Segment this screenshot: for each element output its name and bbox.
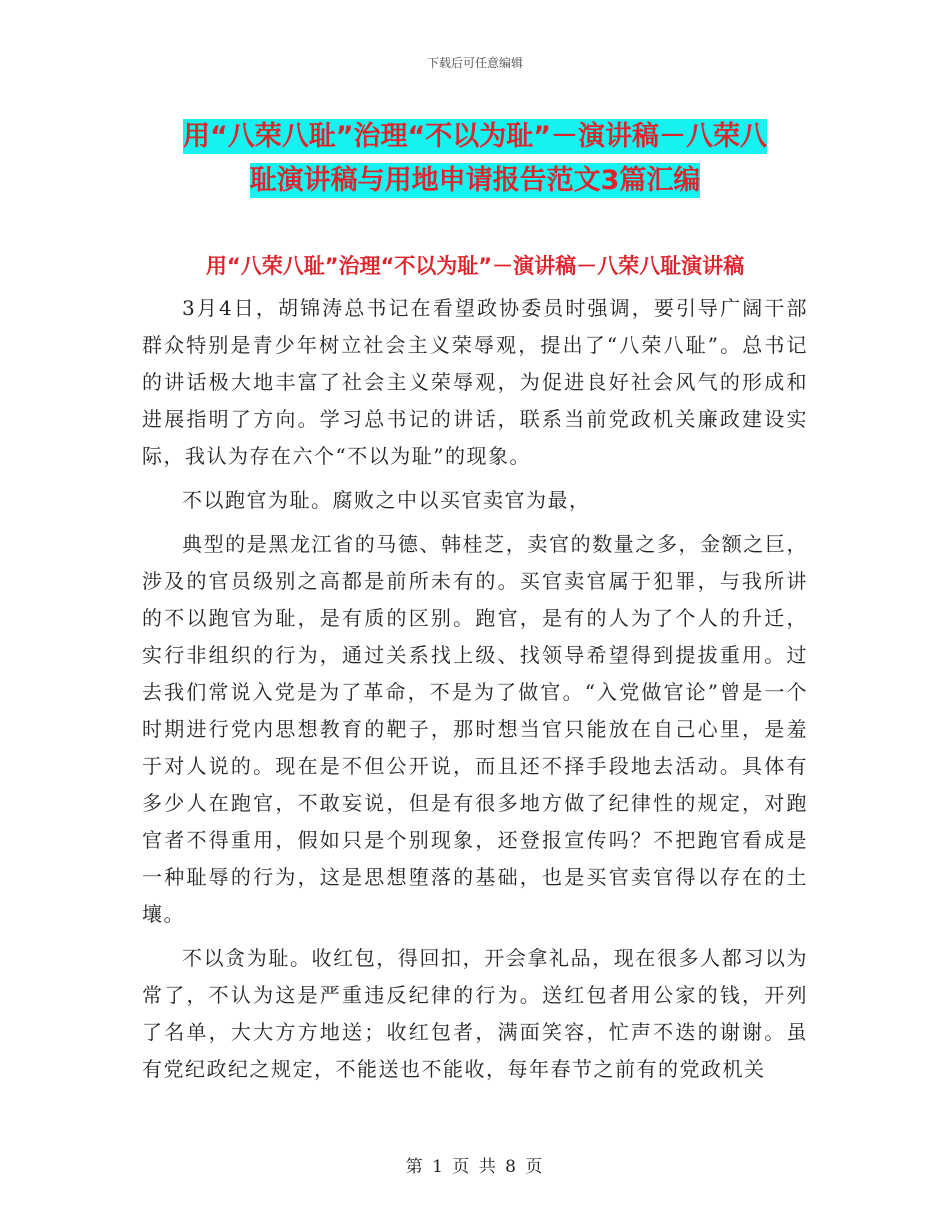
section-heading: 用“八荣八耻”治理“不以为耻”－演讲稿－八荣八耻演讲稿 bbox=[205, 254, 745, 278]
paragraph: 不以跑官为耻。腐败之中以买官卖官为最， bbox=[182, 488, 591, 512]
document-title-line-2 bbox=[150, 158, 800, 197]
document-title-line-2-text: 耻演讲稿与用地申请报告范文3篇汇编 bbox=[249, 165, 701, 196]
paragraph: 3月4日，胡锦涛总书记在看望政协委员时强调，要引导广阔干部群众特别是青少年树立社会主义荣辱观，提出了“八荣八耻”。总书记的讲话极大地丰富了社会主义荣辱观，为促进良好社会风气的形成和进展指明了方向。学习总书记的讲话，联系当前党政机关廉政建设实际，我认为存在六个“不以为耻”的现象。 bbox=[142, 296, 808, 468]
body-text bbox=[142, 290, 808, 1095]
document-title-line-1 bbox=[150, 114, 800, 153]
page-number-footer: 第 1 页 共 8 页 bbox=[405, 1157, 545, 1177]
document-title-line-1-text: 用“八荣八耻”治理“不以为耻”－演讲稿－八荣八 bbox=[183, 121, 767, 152]
page-header-note: 下载后可任意编辑 bbox=[426, 56, 523, 70]
paragraph: 典型的是黑龙江省的马德、韩桂芝，卖官的数量之多，金额之巨，涉及的官员级别之高都是前所未有的。买官卖官属于犯罪，与我所讲的不以跑官为耻，是有质的区别。跑官，是有的人为了个人的升迁，实行非组织的行为，通过关系找上级、找领导希望得到提拔重用。过去我们常说入党是为了革命，不是为了做官。“入党做官论”曾是一个时期进行党内思想教育的靶子，那时想当官只能放在自己心里，是羞于对人说的。现在是不但公开说，而且还不择手段地去活动。具体有多少人在跑官，不敢妄说，但是有很多地方做了纪律性的规定，对跑官者不得重用，假如只是个别现象，还登报宣传吗？不把跑官看成是一种耻辱的行为，这是思想堕落的基础，也是买官卖官得以存在的土壤。 bbox=[142, 532, 808, 926]
paragraph: 不以贪为耻。收红包，得回扣，开会拿礼品，现在很多人都习以为常了，不认为这是严重违反纪律的行为。送红包者用公家的钱，开列了名单，大大方方地送；收红包者，满面笑容，忙声不迭的谢谢。虽有党纪政纪之规定，不能送也不能收，每年春节之前有的党政机关 bbox=[142, 946, 808, 1081]
